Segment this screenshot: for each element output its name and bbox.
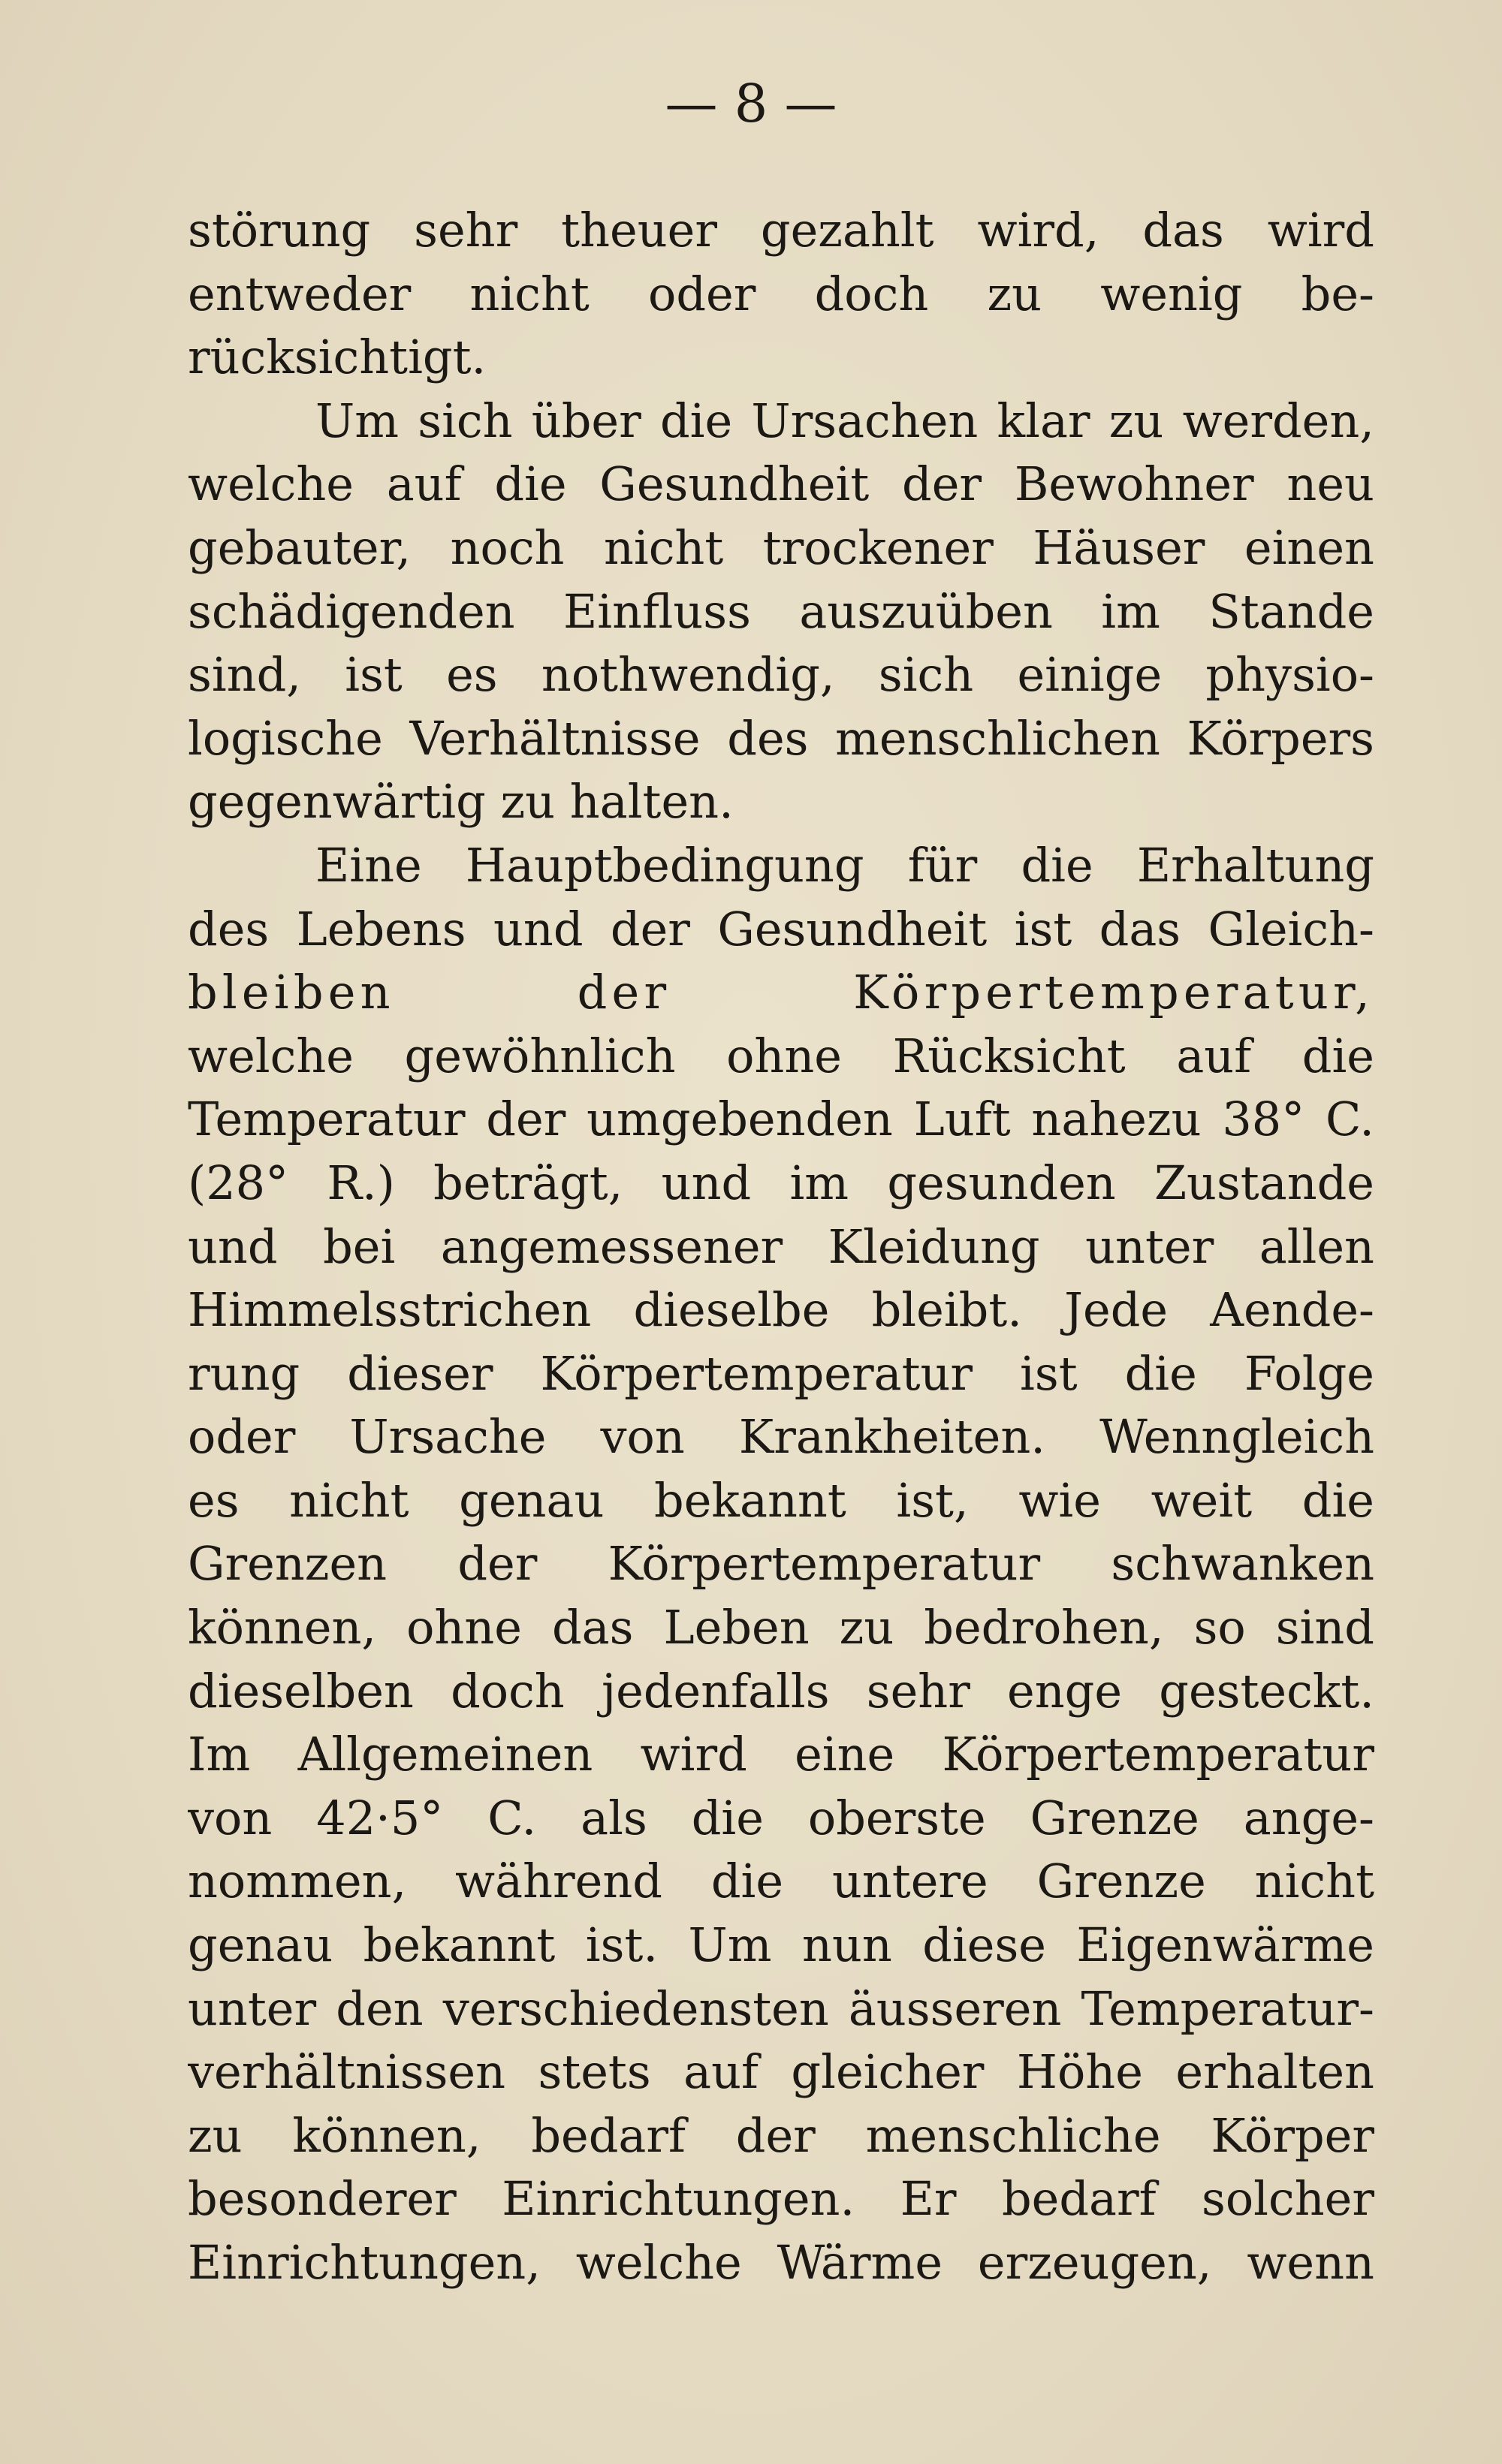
text-line: Um sich über die Ursachen klar zu werden, <box>315 393 1374 448</box>
text-line: welche auf die Gesundheit der Bewohner neu <box>188 456 1374 512</box>
text-line: logische Verhältnisse des menschlichen Körpers <box>188 710 1374 766</box>
text-line: schädigenden Einfluss auszuüben im Stande <box>188 583 1374 639</box>
text-line: rung dieser Körpertemperatur ist die Folge <box>188 1345 1374 1401</box>
text-line: nommen, während die untere Grenze nicht <box>188 1854 1374 1909</box>
text-line: Grenzen der Körpertemperatur schwanken <box>188 1536 1374 1592</box>
text-line: sind, ist es nothwendig, sich einige physio- <box>188 647 1374 703</box>
text-line: Eine Hauptbedingung für die Erhaltung <box>315 837 1374 893</box>
text-line: rücksichtigt. <box>188 330 487 385</box>
text-line: Temperatur der umgebenden Luft nahezu 38° C. <box>188 1092 1374 1147</box>
text-line: (28° R.) beträgt, und im gesunden Zustande <box>188 1155 1374 1210</box>
text-line: können, ohne das Leben zu bedrohen, so sind <box>188 1600 1374 1655</box>
text-line: Himmelsstrichen dieselbe bleibt. Jede Aende- <box>188 1282 1374 1338</box>
body-text <box>188 199 1374 2295</box>
page-number: — 8 — <box>665 73 837 134</box>
text-line: zu können, bedarf der menschliche Körper <box>188 2107 1374 2163</box>
text-line: entweder nicht oder doch zu wenig be- <box>188 266 1374 321</box>
text-line: unter den verschiedensten äusseren Temperatur- <box>188 1981 1374 2036</box>
text-line-emphasis: bleiben der Körpertemperatur, <box>188 965 1374 1020</box>
text-line: es nicht genau bekannt ist, wie weit die <box>188 1472 1374 1528</box>
text-line: des Lebens und der Gesundheit ist das Gleich- <box>188 901 1374 956</box>
text-line: gegenwärtig zu halten. <box>188 774 734 830</box>
text-line: von 42·5° C. als die oberste Grenze ange- <box>188 1790 1374 1845</box>
text-line: oder Ursache von Krankheiten. Wenngleich <box>188 1409 1374 1465</box>
text-line: welche gewöhnlich ohne Rücksicht auf die <box>188 1028 1374 1083</box>
text-line: störung sehr theuer gezahlt wird, das wird <box>188 203 1374 258</box>
text-line: besonderer Einrichtungen. Er bedarf solcher <box>188 2171 1374 2227</box>
text-line: Einrichtungen, welche Wärme erzeugen, wenn <box>188 2235 1374 2290</box>
text-line: und bei angemessener Kleidung unter allen <box>188 1218 1374 1274</box>
text-line: verhältnissen stets auf gleicher Höhe erhalten <box>188 2044 1374 2100</box>
text-line: genau bekannt ist. Um nun diese Eigenwärme <box>188 1917 1374 1973</box>
text-line: gebauter, noch nicht trockener Häuser einen <box>188 520 1374 575</box>
text-line: Im Allgemeinen wird eine Körpertemperatur <box>188 1727 1374 1782</box>
text-line: dieselben doch jedenfalls sehr enge gesteckt. <box>188 1663 1374 1718</box>
